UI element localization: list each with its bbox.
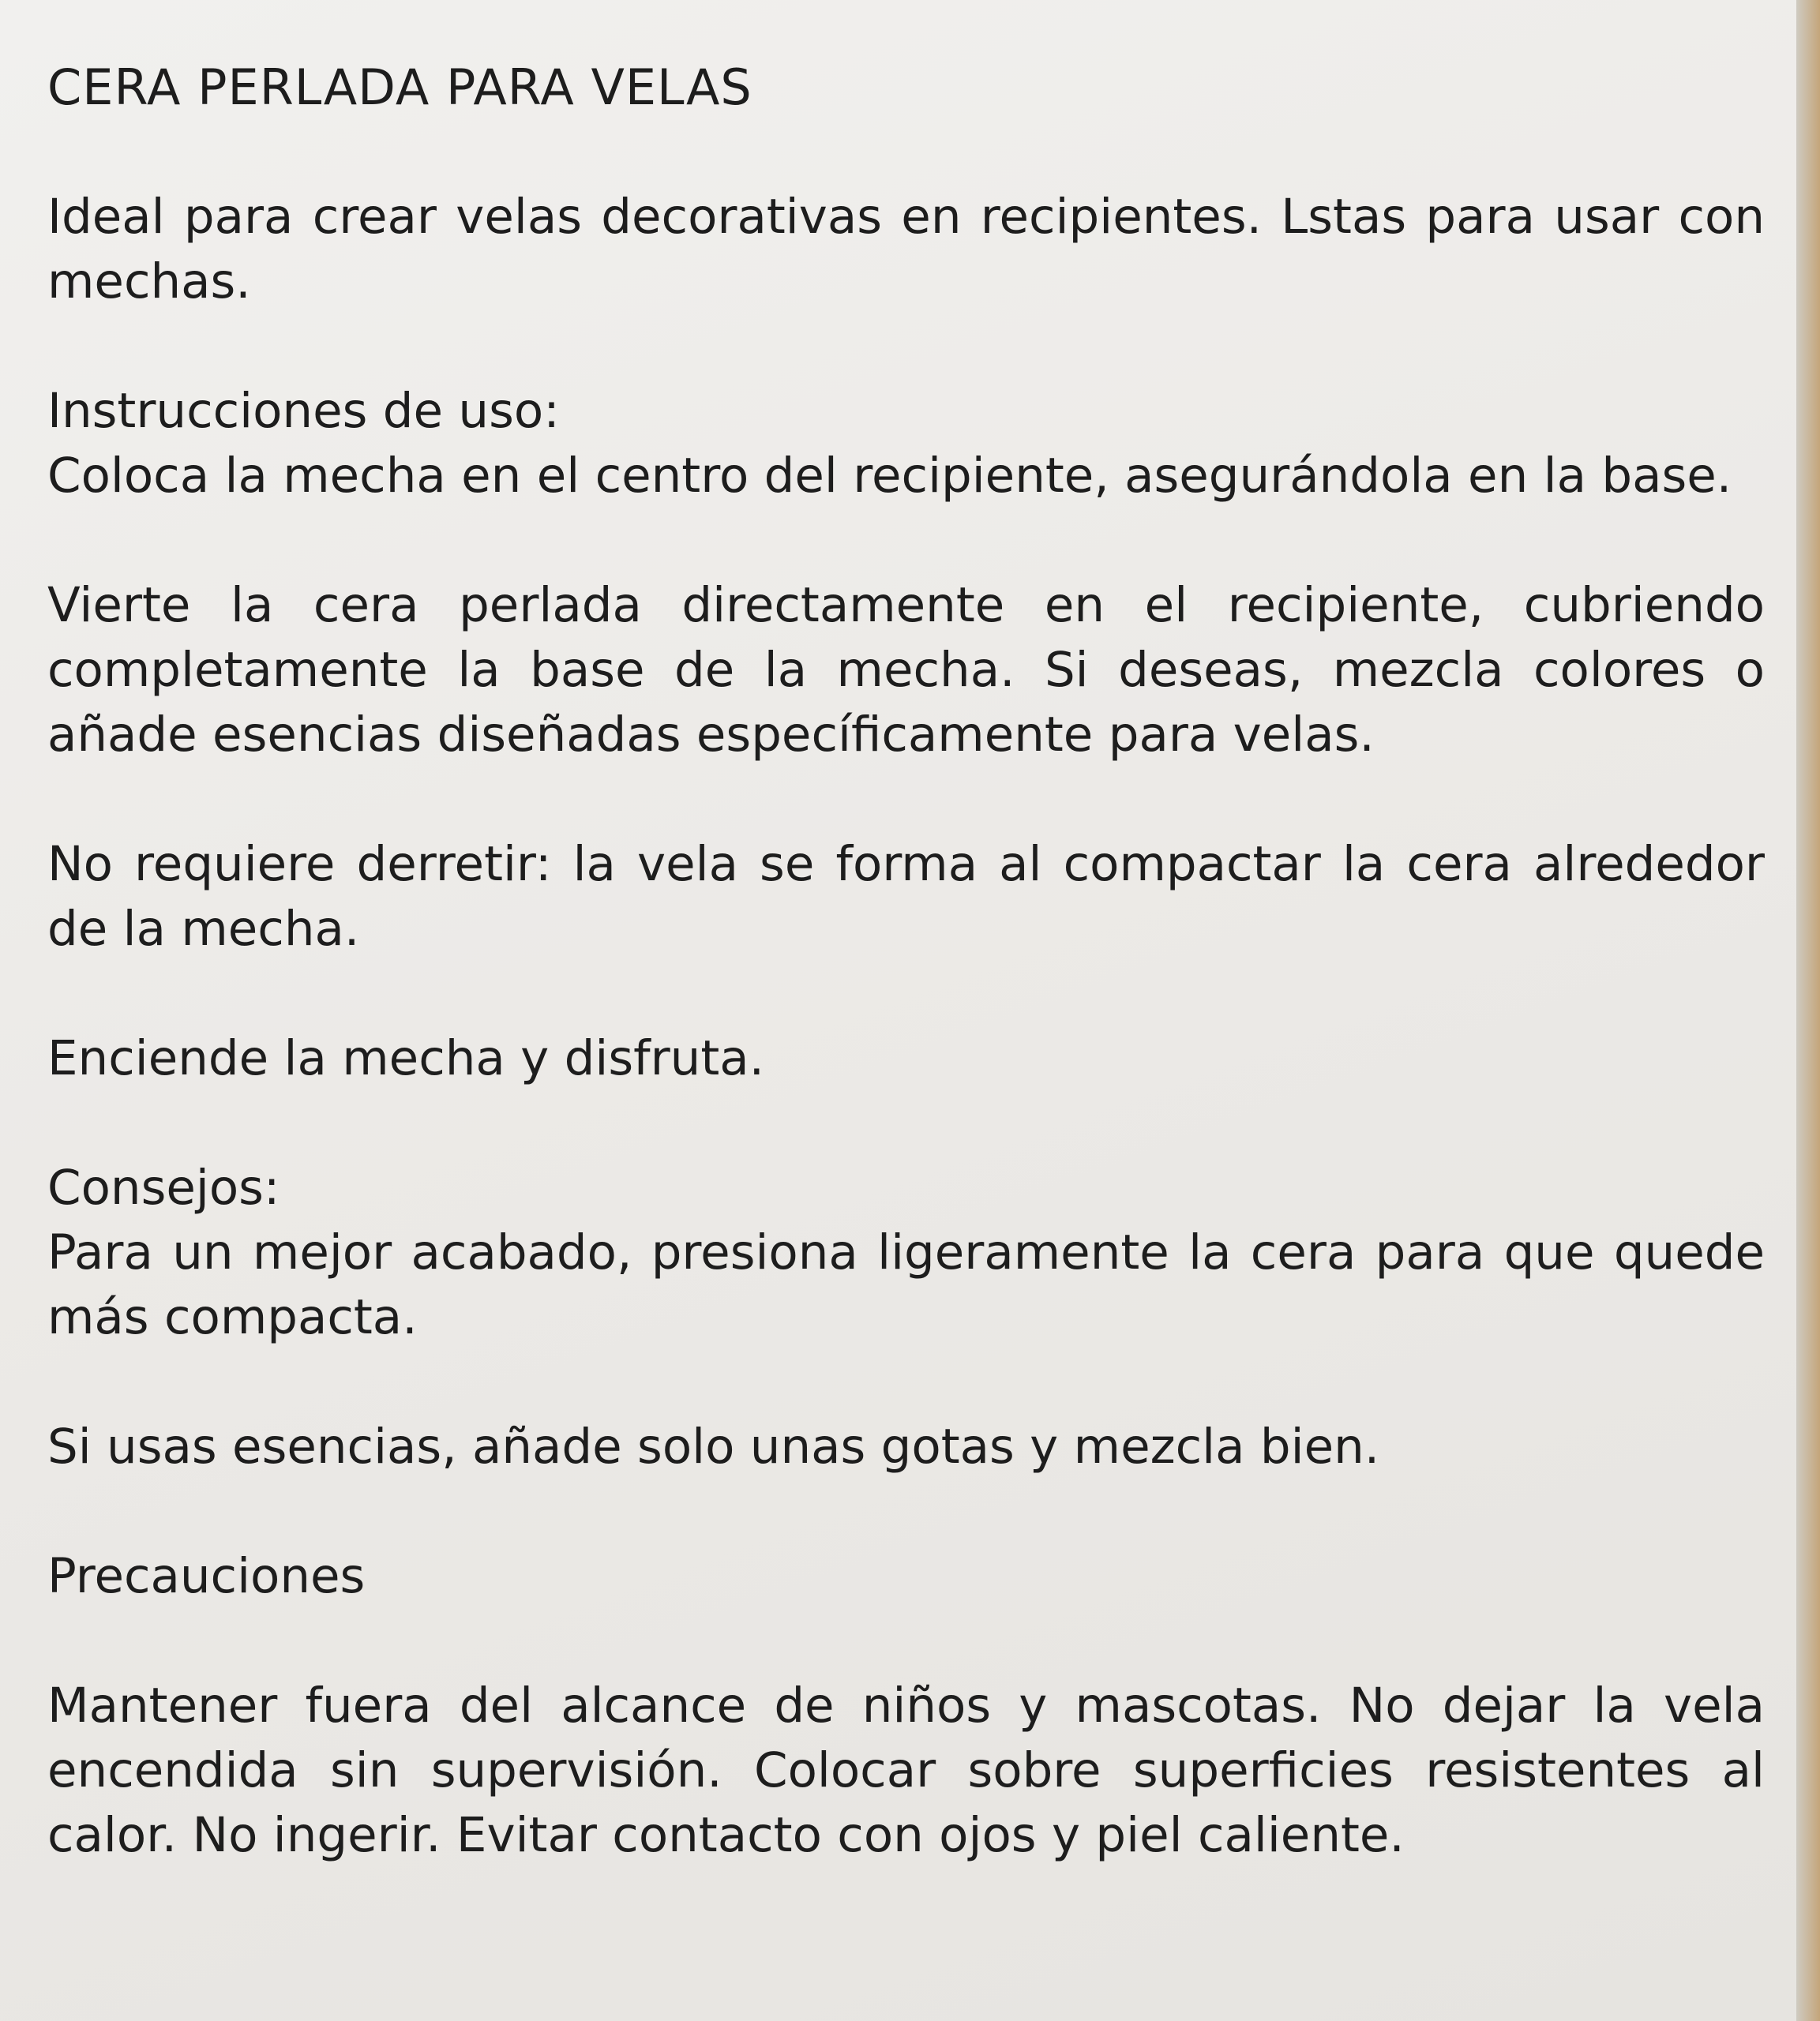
intro-paragraph: Ideal para crear velas decorativas en recipientes. Lstas para usar con mechas.	[47, 189, 1765, 309]
instruction-step: Vierte la cera perlada directamente en el recipiente, cubriendo completamente la base de la mecha. Si deseas, mezcla colores o añade esencias diseñadas específicamente para velas.	[47, 577, 1765, 763]
instruction-step: Coloca la mecha en el centro del recipiente, asegurándola en la base.	[47, 448, 1732, 504]
instruction-step: No requiere derretir: la vela se forma al compactar la cera alrededor de la mecha.	[47, 836, 1765, 957]
instructions-heading: Instrucciones de uso:	[47, 383, 560, 439]
card-edge	[1796, 0, 1820, 2021]
document-title: CERA PERLADA PARA VELAS	[47, 58, 752, 116]
tip-item: Para un mejor acabado, presiona ligeramente la cera para que quede más compacta.	[47, 1224, 1765, 1345]
precautions-heading: Precauciones	[47, 1548, 366, 1604]
tips-heading: Consejos:	[47, 1160, 280, 1216]
precautions-paragraph: Mantener fuera del alcance de niños y mascotas. No dejar la vela encendida sin supervisión. Colocar sobre superficies resistentes al calor. No ingerir. Evitar contacto con ojos y piel caliente.	[47, 1678, 1765, 1863]
instruction-step: Enciende la mecha y disfruta.	[47, 1030, 765, 1086]
tip-item: Si usas esencias, añade solo unas gotas y mezcla bien.	[47, 1419, 1380, 1475]
